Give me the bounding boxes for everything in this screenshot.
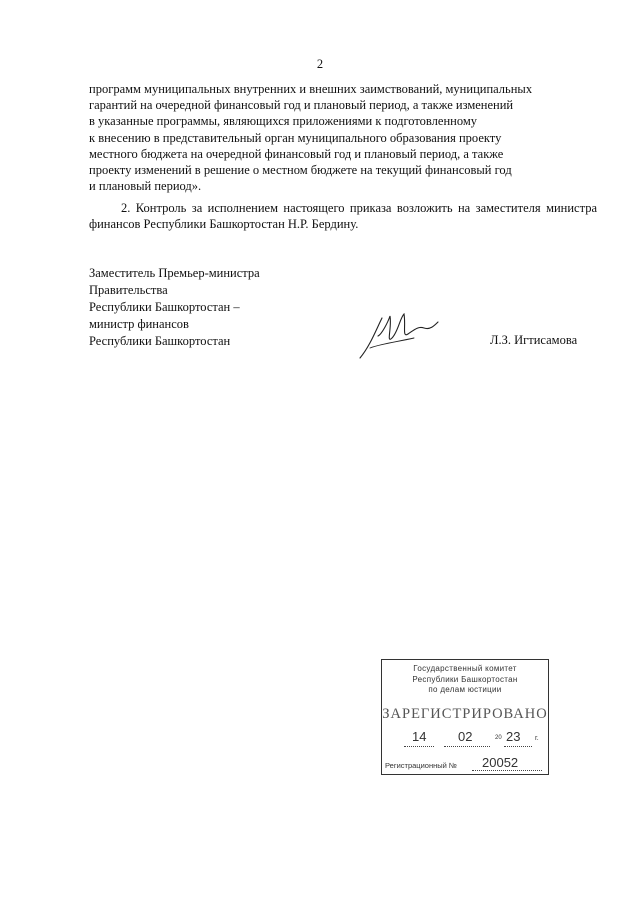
paragraph-1-line: и плановый период». — [89, 179, 202, 194]
signatory-name: Л.З. Игтисамова — [490, 333, 578, 347]
signatory-position-line: Республики Башкортостан – — [89, 300, 240, 314]
stamp-year: 23 — [506, 728, 521, 744]
signatory-position-line: Республики Башкортостан — [89, 334, 231, 348]
stamp-day: 14 — [412, 728, 427, 744]
paragraph-1-line: гарантий на очередной финансовый год и плановый период, а также изменений — [89, 98, 514, 113]
registration-stamp — [381, 659, 549, 775]
paragraph-1-line: к внесению в представительный орган муниципального образования проекту — [89, 130, 502, 145]
underline — [444, 746, 490, 747]
stamp-year-prefix: 20 — [495, 734, 502, 741]
signatory-position-line: Правительства — [89, 283, 168, 297]
stamp-organization — [382, 664, 548, 696]
paragraph-2 — [89, 200, 597, 232]
stamp-org-line: по делам юстиции — [428, 685, 502, 694]
stamp-date — [382, 729, 548, 749]
handwritten-signature — [352, 308, 442, 363]
stamp-registration — [382, 755, 548, 773]
stamp-reg-label: Регистрационный № — [385, 760, 457, 770]
stamp-year-suffix: г. — [535, 734, 539, 742]
paragraph-2-line: министра финансов Республики Башкортостан Н.Р. Бердину. — [89, 201, 598, 232]
paragraph-1-line: местного бюджета на очередной финансовый год и плановый период, а также — [89, 146, 504, 161]
paragraph-2-line: 2. Контроль за исполнением настоящего приказа возложить на заместителя — [121, 201, 541, 215]
paragraph-1-line: программ муниципальных внутренних и внешних заимствований, муниципальных — [89, 82, 533, 96]
paragraph-1-line: в указанные программы, являющихся приложениями к подготовленному — [89, 114, 478, 129]
signatory-position — [89, 265, 260, 350]
underline — [404, 746, 434, 747]
stamp-month: 02 — [458, 728, 473, 744]
stamp-org-line: Государственный комитет — [413, 664, 517, 673]
underline — [472, 770, 542, 771]
stamp-org-line: Республики Башкортостан — [412, 674, 518, 684]
paragraph-1 — [89, 81, 597, 194]
stamp-status: ЗАРЕГИСТРИРОВАНО — [382, 705, 548, 722]
stamp-reg-number: 20052 — [482, 754, 519, 770]
signatory-position-line: Заместитель Премьер-министра — [89, 266, 260, 280]
signatory-position-line: министр финансов — [89, 317, 189, 331]
page-number: 2 — [316, 57, 324, 71]
paragraph-1-line: проекту изменений в решение о местном бюджете на текущий финансовый год — [89, 163, 512, 178]
underline — [504, 746, 532, 747]
